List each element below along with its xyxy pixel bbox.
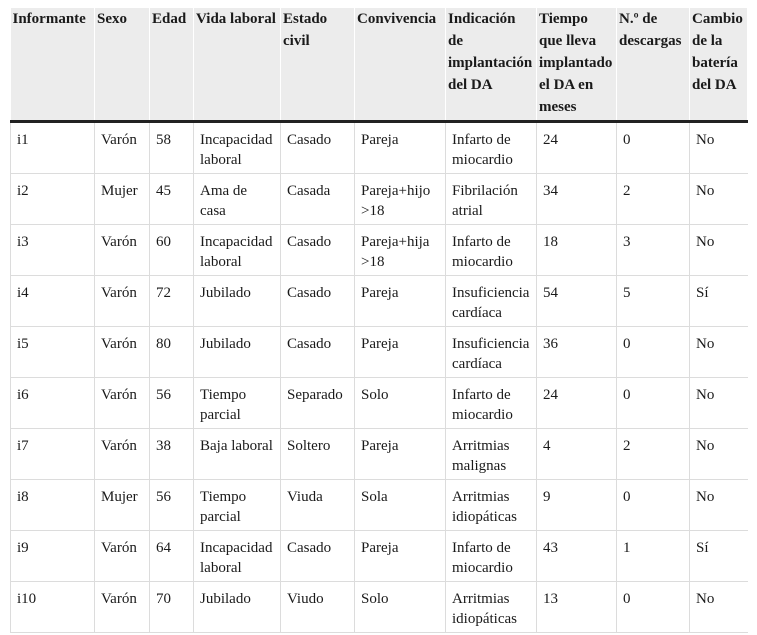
- cell-tiempo: 4: [537, 429, 617, 480]
- cell-edad: 56: [150, 378, 194, 429]
- cell-tiempo: 24: [537, 122, 617, 174]
- cell-convivencia: Sola: [355, 480, 446, 531]
- cell-vida-laboral: Ama de casa: [194, 174, 281, 225]
- informants-table: [10, 8, 748, 633]
- cell-tiempo: 36: [537, 327, 617, 378]
- cell-informante: i8: [11, 480, 95, 531]
- cell-descargas: 0: [617, 480, 690, 531]
- table-row: [11, 122, 748, 174]
- cell-convivencia: Pareja: [355, 122, 446, 174]
- cell-estado-civil: Casado: [281, 276, 355, 327]
- cell-descargas: 0: [617, 378, 690, 429]
- cell-indicacion: Infarto de miocardio: [446, 378, 537, 429]
- header-tiempo: Tiempo que lleva implantado el DA en meses: [537, 8, 617, 122]
- header-convivencia: Convivencia: [355, 8, 446, 122]
- cell-tiempo: 34: [537, 174, 617, 225]
- cell-edad: 45: [150, 174, 194, 225]
- cell-edad: 72: [150, 276, 194, 327]
- cell-cambio-bateria: Sí: [690, 531, 748, 582]
- cell-descargas: 0: [617, 582, 690, 633]
- cell-descargas: 0: [617, 122, 690, 174]
- cell-informante: i3: [11, 225, 95, 276]
- cell-informante: i2: [11, 174, 95, 225]
- cell-indicacion: Infarto de miocardio: [446, 531, 537, 582]
- cell-estado-civil: Casado: [281, 225, 355, 276]
- cell-vida-laboral: Incapacidad laboral: [194, 531, 281, 582]
- cell-sexo: Varón: [95, 429, 150, 480]
- table-row: [11, 174, 748, 225]
- cell-convivencia: Pareja: [355, 327, 446, 378]
- cell-descargas: 5: [617, 276, 690, 327]
- cell-estado-civil: Casado: [281, 327, 355, 378]
- cell-estado-civil: Casado: [281, 531, 355, 582]
- table-body: [11, 122, 748, 633]
- cell-estado-civil: Viudo: [281, 582, 355, 633]
- cell-estado-civil: Casado: [281, 122, 355, 174]
- cell-descargas: 1: [617, 531, 690, 582]
- cell-convivencia: Solo: [355, 582, 446, 633]
- cell-edad: 38: [150, 429, 194, 480]
- cell-tiempo: 13: [537, 582, 617, 633]
- cell-cambio-bateria: No: [690, 480, 748, 531]
- cell-vida-laboral: Jubilado: [194, 582, 281, 633]
- cell-cambio-bateria: No: [690, 429, 748, 480]
- cell-edad: 64: [150, 531, 194, 582]
- cell-vida-laboral: Jubilado: [194, 276, 281, 327]
- cell-cambio-bateria: Sí: [690, 276, 748, 327]
- cell-convivencia: Pareja+hijo >18: [355, 174, 446, 225]
- cell-vida-laboral: Tiempo parcial: [194, 378, 281, 429]
- cell-indicacion: Fibrilación atrial: [446, 174, 537, 225]
- table-row: [11, 531, 748, 582]
- header-sexo: Sexo: [95, 8, 150, 122]
- cell-estado-civil: Soltero: [281, 429, 355, 480]
- cell-edad: 70: [150, 582, 194, 633]
- header-cambio-bateria: Cambio de la batería del DA: [690, 8, 748, 122]
- cell-sexo: Varón: [95, 225, 150, 276]
- cell-informante: i10: [11, 582, 95, 633]
- cell-sexo: Varón: [95, 582, 150, 633]
- header-indicacion: Indicación de implantación del DA: [446, 8, 537, 122]
- cell-sexo: Mujer: [95, 480, 150, 531]
- cell-cambio-bateria: No: [690, 225, 748, 276]
- cell-tiempo: 18: [537, 225, 617, 276]
- cell-estado-civil: Viuda: [281, 480, 355, 531]
- table-row: [11, 480, 748, 531]
- cell-edad: 80: [150, 327, 194, 378]
- cell-tiempo: 54: [537, 276, 617, 327]
- cell-sexo: Varón: [95, 378, 150, 429]
- cell-tiempo: 24: [537, 378, 617, 429]
- cell-cambio-bateria: No: [690, 174, 748, 225]
- cell-convivencia: Pareja+hija >18: [355, 225, 446, 276]
- table-row: [11, 276, 748, 327]
- cell-vida-laboral: Jubilado: [194, 327, 281, 378]
- cell-convivencia: Pareja: [355, 429, 446, 480]
- header-informante: Informante: [11, 8, 95, 122]
- cell-sexo: Varón: [95, 327, 150, 378]
- header-vida-laboral: Vida laboral: [194, 8, 281, 122]
- cell-informante: i5: [11, 327, 95, 378]
- cell-sexo: Varón: [95, 122, 150, 174]
- cell-informante: i6: [11, 378, 95, 429]
- cell-indicacion: Insuficiencia cardíaca: [446, 327, 537, 378]
- cell-descargas: 3: [617, 225, 690, 276]
- cell-sexo: Mujer: [95, 174, 150, 225]
- cell-informante: i7: [11, 429, 95, 480]
- cell-edad: 60: [150, 225, 194, 276]
- cell-vida-laboral: Incapacidad laboral: [194, 122, 281, 174]
- cell-descargas: 2: [617, 174, 690, 225]
- header-descargas: N.º de descargas: [617, 8, 690, 122]
- cell-sexo: Varón: [95, 531, 150, 582]
- cell-estado-civil: Casada: [281, 174, 355, 225]
- header-estado-civil: Estado civil: [281, 8, 355, 122]
- cell-vida-laboral: Baja laboral: [194, 429, 281, 480]
- table-header: [11, 8, 748, 122]
- cell-tiempo: 43: [537, 531, 617, 582]
- table-row: [11, 327, 748, 378]
- cell-indicacion: Arritmias idiopáticas: [446, 582, 537, 633]
- cell-informante: i9: [11, 531, 95, 582]
- table-row: [11, 225, 748, 276]
- header-edad: Edad: [150, 8, 194, 122]
- cell-descargas: 0: [617, 327, 690, 378]
- cell-cambio-bateria: No: [690, 122, 748, 174]
- cell-indicacion: Arritmias malignas: [446, 429, 537, 480]
- header-row: [11, 8, 748, 122]
- cell-estado-civil: Separado: [281, 378, 355, 429]
- cell-convivencia: Pareja: [355, 531, 446, 582]
- cell-convivencia: Solo: [355, 378, 446, 429]
- cell-convivencia: Pareja: [355, 276, 446, 327]
- cell-indicacion: Arritmias idiopáticas: [446, 480, 537, 531]
- cell-informante: i1: [11, 122, 95, 174]
- cell-vida-laboral: Tiempo parcial: [194, 480, 281, 531]
- cell-cambio-bateria: No: [690, 327, 748, 378]
- cell-informante: i4: [11, 276, 95, 327]
- cell-vida-laboral: Incapacidad laboral: [194, 225, 281, 276]
- cell-cambio-bateria: No: [690, 582, 748, 633]
- cell-indicacion: Insuficiencia cardíaca: [446, 276, 537, 327]
- table-row: [11, 429, 748, 480]
- table-row: [11, 582, 748, 633]
- cell-edad: 56: [150, 480, 194, 531]
- table-row: [11, 378, 748, 429]
- cell-descargas: 2: [617, 429, 690, 480]
- cell-tiempo: 9: [537, 480, 617, 531]
- cell-edad: 58: [150, 122, 194, 174]
- cell-cambio-bateria: No: [690, 378, 748, 429]
- cell-indicacion: Infarto de miocardio: [446, 225, 537, 276]
- cell-indicacion: Infarto de miocardio: [446, 122, 537, 174]
- cell-sexo: Varón: [95, 276, 150, 327]
- informants-table-container: [10, 8, 747, 633]
